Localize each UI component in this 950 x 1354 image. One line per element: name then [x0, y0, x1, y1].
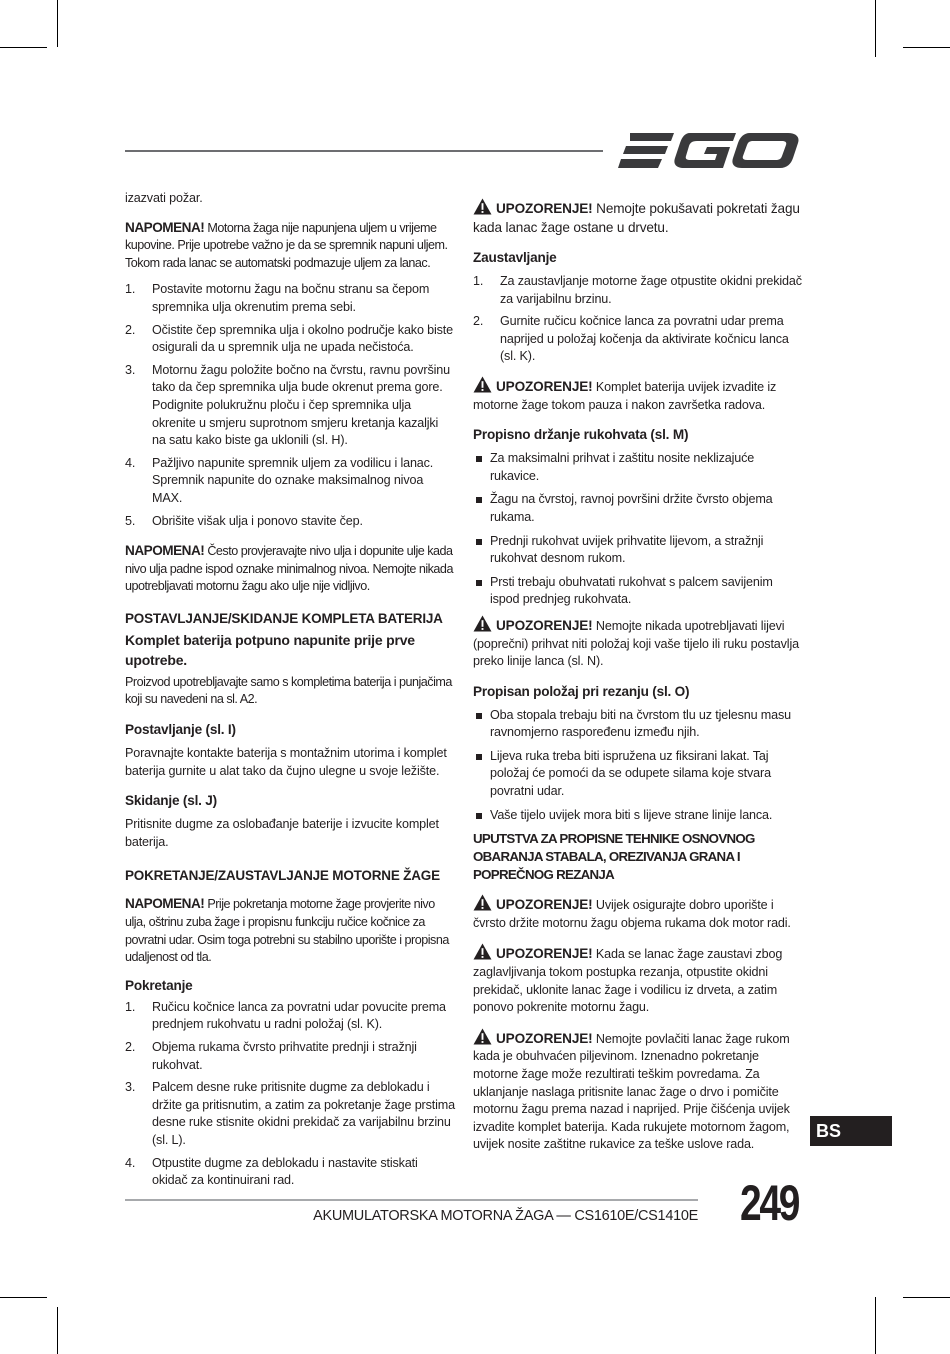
crop-mark — [875, 1297, 876, 1354]
step-text: Obrišite višak ulja i ponovo stavite čep. — [152, 513, 363, 528]
install-heading: Postavljanje (sl. I) — [125, 722, 236, 738]
list-item — [125, 1039, 455, 1074]
start-stop-heading: POKRETANJE/ZAUSTAVLJANJE MOTORNE ŽAGE — [125, 868, 440, 884]
note-label: NAPOMENA! — [125, 896, 205, 912]
warning-icon — [473, 198, 492, 215]
bullet — [476, 813, 482, 819]
list-item-text: Oba stopala trebaju biti na čvrstom tlu uz tjelesnu masu ravnomjerno raspoređenu između njih. — [490, 707, 792, 740]
remove-heading: Skidanje (sl. J) — [125, 793, 217, 809]
list-item — [125, 455, 455, 508]
grip-list — [473, 450, 803, 609]
list-item — [125, 999, 455, 1034]
warning-label: UPOZORENJE! — [496, 1030, 593, 1046]
stance-heading: Propisan položaj pri rezanju (sl. O) — [473, 683, 690, 699]
step-number: 1. — [473, 274, 484, 288]
battery-section-heading: POSTAVLJANJE/SKIDANJE KOMPLETA BATERIJA — [125, 610, 443, 626]
warning-label: UPOZORENJE! — [496, 617, 593, 633]
step-text: Objema rukama čvrsto prihvatite prednji i stražnji rukohvat. — [152, 1040, 417, 1072]
step-number: 3. — [125, 362, 136, 377]
list-item-text: Za maksimalni prihvat i zaštitu nosite neklizajuće rukavice. — [490, 451, 755, 483]
list-item-text: Prednji rukohvat uvijek prihvatite lijevom, a stražnji rukohvat desnom rukom. — [490, 533, 764, 566]
warning-icon — [473, 894, 492, 911]
warning-label: UPOZORENJE! — [496, 897, 593, 913]
step-number: 5. — [125, 513, 136, 528]
felling-heading: UPUTSTVA ZA PROPISNE TEHNIKE OSNOVNOG OBARANJA STABALA, OREZIVANJA GRANA I POPREČNOG REZANJA — [473, 831, 755, 883]
list-item — [473, 273, 803, 308]
step-number: 3. — [125, 1080, 136, 1095]
warning-text: Nemojte povlačiti lanac žage rukom kada je obuhvaćen piljevinom. Iznenadno pokretanje motorne žage može rezultirati teškim povredama. Za uklanjanje naslaga pritisnite lanac žage o drvo i pomičite motornu žagu prema nazad i naprijed. Prije čišćenja uvijek izvadite komplet baterija. Kada rukujete motornom žagom, uvijek nosite zaštitne rukavice za teške uslove rada. — [473, 1031, 790, 1152]
note-oil-filling — [125, 219, 455, 273]
warning-text: Nemojte nikada upotrebljavati lijevi (poprečni) prihvat niti položaj koji vaše tijelo ili ruku postavlja preko linije lanca (sl. N). — [473, 618, 799, 669]
step-text: Palcem desne ruke pritisnite dugme za deblokadu i držite ga pritisnutim, a zatim za pokretanje žage prstima desne ruke stisnite okidni prekidač za varijabilnu brzinu (sl. L). — [152, 1080, 455, 1147]
footer-title: AKUMULATORSKA MOTORNA ŽAGA — CS1610E/CS1410E — [313, 1208, 698, 1224]
warning-text: Kada se lanac žage zaustavi zbog zaglavljivanja tokom postupka rezanja, otpustite okidni prekidač, uklonite lanac žage i vodilicu iz drveta, a zatim ponovo pokrenite motornu žagu. — [473, 947, 783, 1015]
list-item — [473, 491, 803, 526]
grip-heading: Propisno držanje rukohvata (sl. M) — [473, 427, 689, 443]
warning-pinched-chain — [473, 943, 803, 1016]
warning-text: Nemojte pokušavati pokretati žagu kada lanac žage ostane u drvetu. — [473, 201, 800, 235]
bullet — [476, 713, 482, 719]
crop-mark — [875, 0, 876, 57]
warning-text: Uvijek osigurajte dobro uporište i čvrsto držite motornu žagu objema rukama dok motor radi. — [473, 898, 791, 930]
step-number: 2. — [125, 322, 136, 337]
note-label: NAPOMENA! — [125, 543, 205, 559]
stop-heading: Zaustavljanje — [473, 250, 557, 265]
list-item-text: Prsti trebaju obuhvatati rukohvat s palcem savijenim ispod prednjeg rukohvata. — [490, 574, 773, 607]
list-item — [473, 533, 803, 568]
header-rule — [125, 150, 603, 152]
step-text: Za zaustavljanje motorne žage otpustite okidni prekidač za varijabilnu brzinu. — [500, 274, 802, 306]
warning-label: UPOZORENJE! — [496, 378, 593, 394]
crop-mark — [0, 47, 47, 48]
warning-icon — [473, 376, 492, 393]
list-item — [125, 322, 455, 357]
step-number: 2. — [125, 1040, 136, 1054]
warning-label: UPOZORENJE! — [496, 201, 593, 216]
ego-logo-icon — [618, 130, 800, 172]
list-item — [473, 450, 803, 485]
warning-footing — [473, 894, 803, 932]
list-item — [473, 313, 803, 366]
crop-mark — [57, 0, 58, 47]
note-label: NAPOMENA! — [125, 219, 205, 235]
footer-rule — [125, 1199, 698, 1201]
list-item — [473, 807, 803, 825]
start-steps — [125, 999, 455, 1190]
right-column — [473, 198, 803, 1165]
install-text: Poravnajte kontakte baterija s montažnim utorima i komplet baterija gurnite u alat tako da čujno ulegne u svoje ležište. — [125, 746, 447, 778]
left-column — [125, 190, 455, 1198]
list-item — [125, 281, 455, 316]
note-before-start — [125, 895, 455, 966]
battery-text: Proizvod upotrebljavajte samo s kompletima baterija i punjačima koji su navedeni na sl. A2. — [125, 674, 452, 707]
list-item-text: Vaše tijelo uvijek mora biti s lijeve strane linije lanca. — [490, 807, 773, 822]
step-text: Motornu žagu položite bočno na čvrstu, ravnu površinu tako da čep spremnika ulja bude okrenut prema gore. Podignite polukružnu ploču i čep spremnika ulja okrenite u smjeru suprotnom smjeru kretanja kazaljki na satu kako biste ga uklonili (sl. H). — [152, 362, 450, 448]
note-text: Prije pokretanja motorne žage provjerite nivo ulja, oštrinu zuba žage i propisnu funkciju ručice kočnice za povratni udar. Osim toga potrebni su stabilno uporište i propisna udaljenost od tla. — [125, 897, 449, 965]
intro-text: izazvati požar. — [125, 191, 203, 205]
warning-label: UPOZORENJE! — [496, 946, 593, 962]
stop-steps — [473, 273, 803, 366]
crop-mark — [903, 47, 950, 48]
step-number: 1. — [125, 999, 136, 1014]
warning-icon — [473, 1028, 492, 1045]
step-text: Očistite čep spremnika ulja i okolno područje kako biste osigurali da u spremnik ulja ne upada nečistoća. — [152, 322, 454, 355]
crop-mark — [903, 1297, 950, 1298]
step-text: Ručicu kočnice lanca za povratni udar povucite prema prednjem rukohvatu u radni položaj (sl. K). — [152, 999, 446, 1032]
oil-filling-steps — [125, 281, 455, 530]
list-item-text: Žagu na čvrstoj, ravnoj površini držite čvrsto objema rukama. — [490, 492, 773, 524]
step-text: Postavite motornu žagu na bočnu stranu sa čepom spremnika ulja okrenutim prema sebi. — [152, 282, 430, 314]
warning-remove-battery — [473, 376, 803, 414]
warning-icon — [473, 615, 492, 632]
step-number: 4. — [125, 1155, 136, 1170]
list-item — [125, 362, 455, 450]
remove-text: Pritisnite dugme za oslobađanje baterije i izvucite komplet baterija. — [125, 817, 439, 849]
bullet — [476, 539, 482, 545]
step-text: Gurnite ručicu kočnice lanca za povratni udar prema naprijed u položaj kočenja da aktivirate kočnicu lanca (sl. K). — [500, 314, 789, 364]
list-item-text: Lijeva ruka treba biti ispružena uz fiksirani lakat. Taj položaj će pomoći da se odupete silama koje stvara povratni udar. — [490, 748, 771, 799]
step-number: 1. — [125, 282, 136, 297]
warning-chain-stuck — [473, 198, 803, 237]
note-text: Često provjeravajte nivo ulja i dopunite ulje kada nivo ulja padne ispod oznake minimalnog nivoa. Nemojte nikada upotrebljavati motornu žagu ako ulje nije vidljivo. — [125, 544, 453, 594]
page-number: 249 — [740, 1175, 799, 1231]
step-text: Pažljivo napunite spremnik uljem za vodilicu i lanac. Spremnik napunite do oznake maksimalnog nivoa MAX. — [152, 455, 434, 505]
step-text: Otpustite dugme za deblokadu i nastavite stiskati okidač za kontinuirani rad. — [152, 1155, 418, 1188]
start-heading: Pokretanje — [125, 977, 193, 993]
bullet — [476, 580, 482, 586]
list-item — [473, 574, 803, 609]
crop-mark — [0, 1297, 47, 1298]
list-item — [473, 707, 803, 742]
bullet — [476, 497, 482, 503]
step-number: 4. — [125, 455, 136, 470]
warning-text: Komplet baterija uvijek izvadite iz motorne žage tokom pauza i nakon završetka radova. — [473, 379, 777, 412]
stance-list — [473, 707, 803, 825]
step-number: 2. — [473, 314, 484, 329]
note-oil-level — [125, 542, 455, 596]
bullet — [476, 456, 482, 462]
battery-section-subheading: Komplet baterija potpuno napunite prije prve upotrebe. — [125, 631, 415, 668]
list-item — [125, 1155, 455, 1190]
bullet — [476, 754, 482, 760]
list-item — [125, 513, 455, 531]
note-text: Motorna žaga nije napunjena uljem u vrijeme kupovine. Prije upotrebe važno je da se spremnik napuni uljem. Tokom rada lanac se automatski podmazuje uljem za lanac. — [125, 220, 448, 270]
warning-cross-grip — [473, 615, 803, 671]
language-tab: BS — [810, 1116, 892, 1146]
ego-logo — [618, 130, 800, 177]
warning-sawdust — [473, 1028, 803, 1154]
warning-icon — [473, 943, 492, 960]
crop-mark — [57, 1307, 58, 1354]
list-item — [473, 748, 803, 801]
list-item — [125, 1079, 455, 1149]
